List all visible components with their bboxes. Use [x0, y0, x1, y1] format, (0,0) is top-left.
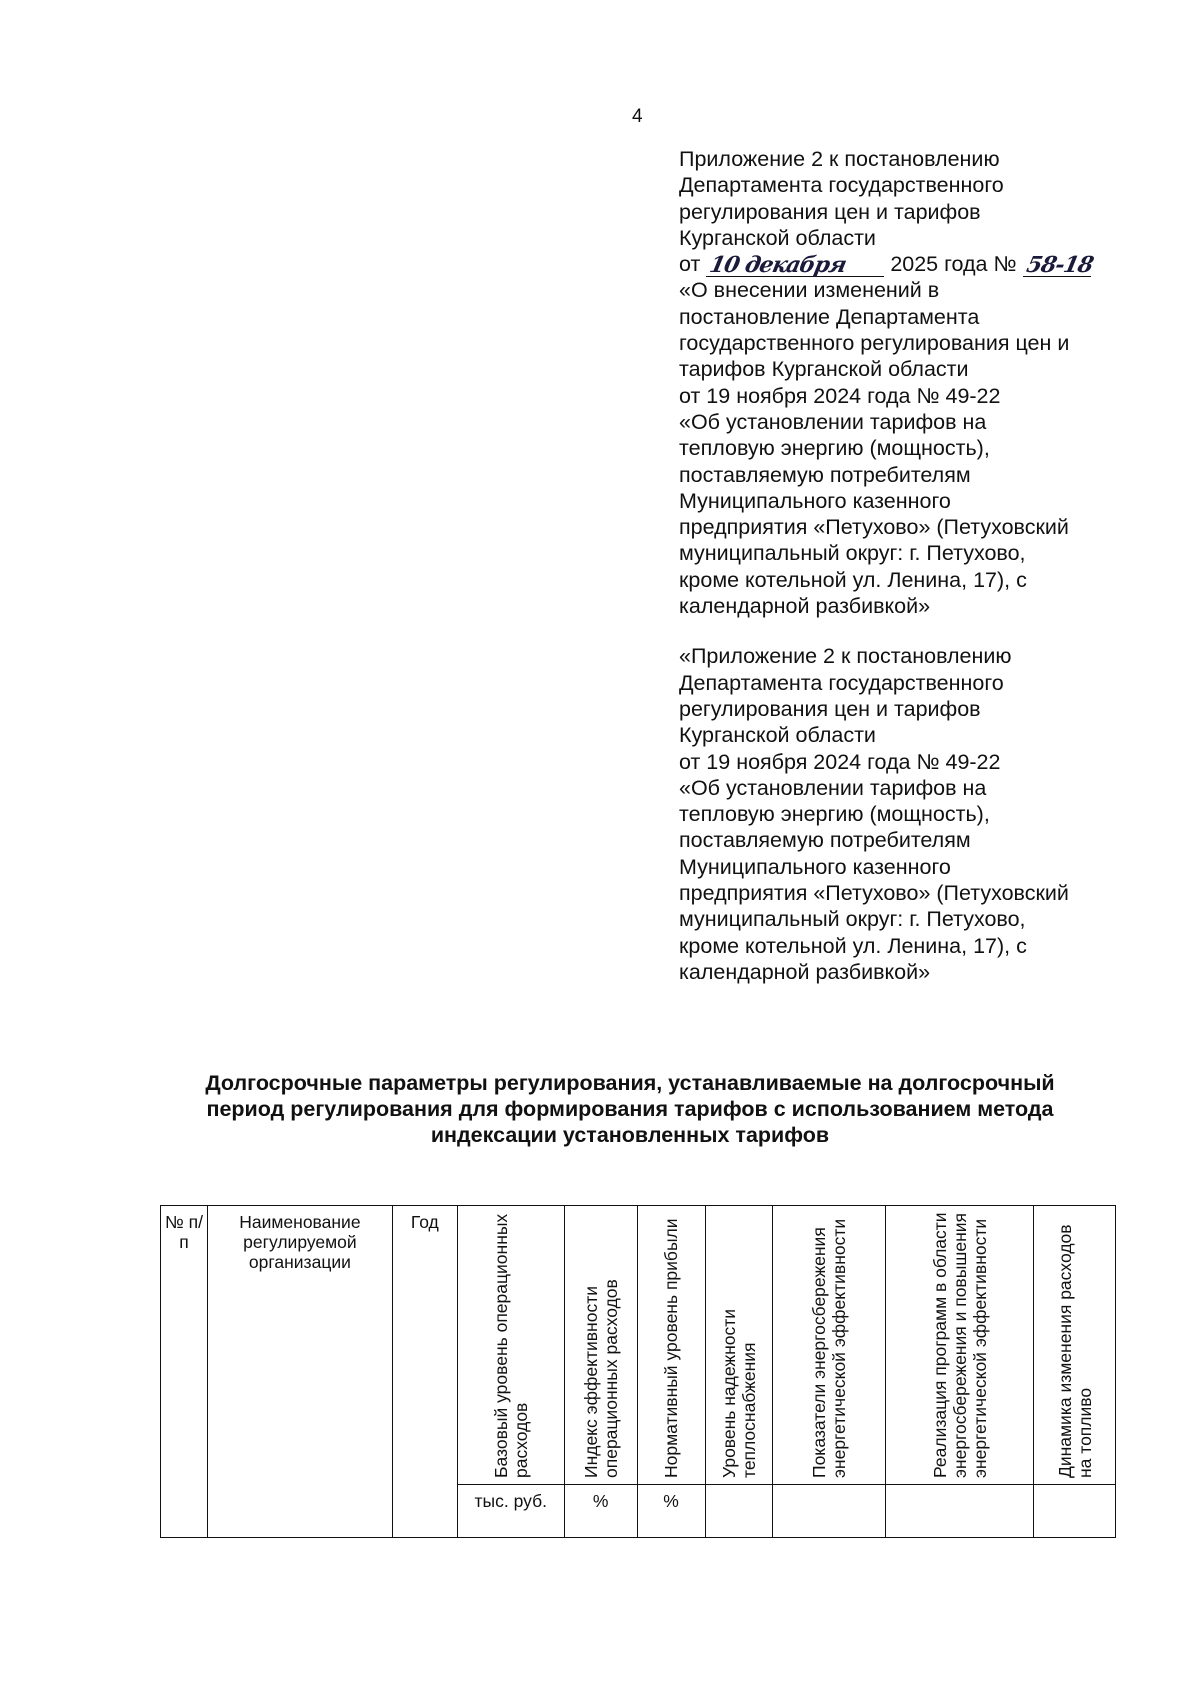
appendix-line: «Об установлении тарифов на: [679, 409, 987, 434]
quoted-appendix-line: календарной разбивкой»: [679, 959, 931, 984]
appendix-line: от 19 ноября 2024 года № 49-22: [679, 383, 1001, 408]
header-organization: Наименование регулируемой организации: [207, 1206, 392, 1538]
spacer: [679, 619, 1139, 643]
quoted-appendix-line: предприятия «Петухово» (Петуховский: [679, 881, 1069, 906]
quoted-appendix-line: регулирования цен и тарифов: [679, 696, 981, 721]
appendix-line: Муниципального казенного: [679, 488, 951, 513]
header-text: Динамика изменения расходов на топливо: [1054, 1224, 1095, 1478]
header-energy-programs: [886, 1206, 1034, 1485]
title-line: Долгосрочные параметры регулирования, устанавливаемые на долгосрочный: [205, 1071, 1055, 1095]
appendix-line: Департамента государственного: [679, 173, 1004, 198]
header-text: Показатели энергосбережения энергетической эффективности: [809, 1218, 850, 1478]
page-number: 4: [632, 106, 643, 127]
header-reliability: [705, 1206, 773, 1485]
header-fuel-dynamics: [1034, 1206, 1116, 1485]
appendix-line: Приложение 2 к постановлению: [679, 147, 1000, 171]
header-energy-indicators: [773, 1206, 886, 1485]
header-number: № п/п: [161, 1206, 208, 1538]
header-normative-profit: [637, 1206, 705, 1485]
unit-empty: [773, 1485, 886, 1538]
appendix-line: тепловую энергию (мощность),: [679, 436, 990, 461]
quoted-appendix-line: Департамента государственного: [679, 670, 1004, 695]
appendix-line: календарной разбивкой»: [679, 594, 931, 619]
year-text: 2025 года №: [890, 252, 1017, 277]
title-line: индексации установленных тарифов: [430, 1123, 830, 1147]
quoted-appendix-line: от 19 ноября 2024 года № 49-22: [679, 749, 1001, 774]
unit-empty: [1034, 1485, 1116, 1538]
header-efficiency-index: [564, 1206, 637, 1485]
appendix-line: «О внесении изменений в: [679, 278, 940, 303]
title-line: период регулирования для формирования тарифов с использованием метода: [206, 1097, 1054, 1121]
appendix-line: муниципальный округ: г. Петухово,: [679, 541, 1026, 566]
quoted-appendix-line: тепловую энергию (мощность),: [679, 802, 990, 827]
unit-empty: [886, 1485, 1034, 1538]
handwritten-date: 10 декабря: [707, 252, 849, 279]
number-blank: [1023, 252, 1095, 279]
quoted-appendix-line: Курганской области: [679, 723, 876, 748]
appendix-line: Курганской области: [679, 225, 876, 250]
header-text: Базовый уровень операционных расходов: [490, 1213, 531, 1478]
date-blank: [706, 252, 884, 277]
appendix-line: регулирования цен и тарифов: [679, 199, 981, 224]
date-line: [679, 251, 1139, 277]
appendix-line: тарифов Курганской области: [679, 357, 969, 382]
header-base-opex: [457, 1206, 564, 1485]
unit-profit: %: [637, 1485, 705, 1538]
header-text: Индекс эффективности операционных расходов: [580, 1279, 621, 1478]
document-title: [160, 1070, 1100, 1148]
header-text: Нормативный уровень прибыли: [661, 1218, 682, 1478]
appendix-line: государственного регулирования цен и: [679, 331, 1070, 356]
quoted-appendix-line: поставляемую потребителям: [679, 828, 971, 853]
quoted-appendix-line: кроме котельной ул. Ленина, 17), с: [679, 933, 1027, 958]
parameters-table: [160, 1205, 1116, 1538]
appendix-line: поставляемую потребителям: [679, 462, 971, 487]
unit-index: %: [564, 1485, 637, 1538]
quoted-appendix-line: муниципальный округ: г. Петухово,: [679, 907, 1026, 932]
handwritten-number: 58-18: [1023, 252, 1095, 279]
appendix-block: [679, 146, 1139, 985]
appendix-line: постановление Департамента: [679, 304, 980, 329]
appendix-line: предприятия «Петухово» (Петуховский: [679, 515, 1069, 540]
header-year: Год: [392, 1206, 457, 1538]
date-prefix: от: [679, 252, 701, 277]
table-header-row: [161, 1206, 1116, 1485]
quoted-appendix-line: «Об установлении тарифов на: [679, 775, 987, 800]
header-text: Реализация программ в области энергосбережения и повышения энергетической эффективности: [929, 1212, 990, 1478]
header-text: Уровень надежности теплоснабжения: [718, 1308, 759, 1478]
quoted-appendix-line: Муниципального казенного: [679, 854, 951, 879]
unit-base: тыс. руб.: [457, 1485, 564, 1538]
unit-empty: [705, 1485, 773, 1538]
quoted-appendix-line: «Приложение 2 к постановлению: [679, 644, 1012, 669]
appendix-line: кроме котельной ул. Ленина, 17), с: [679, 567, 1027, 592]
